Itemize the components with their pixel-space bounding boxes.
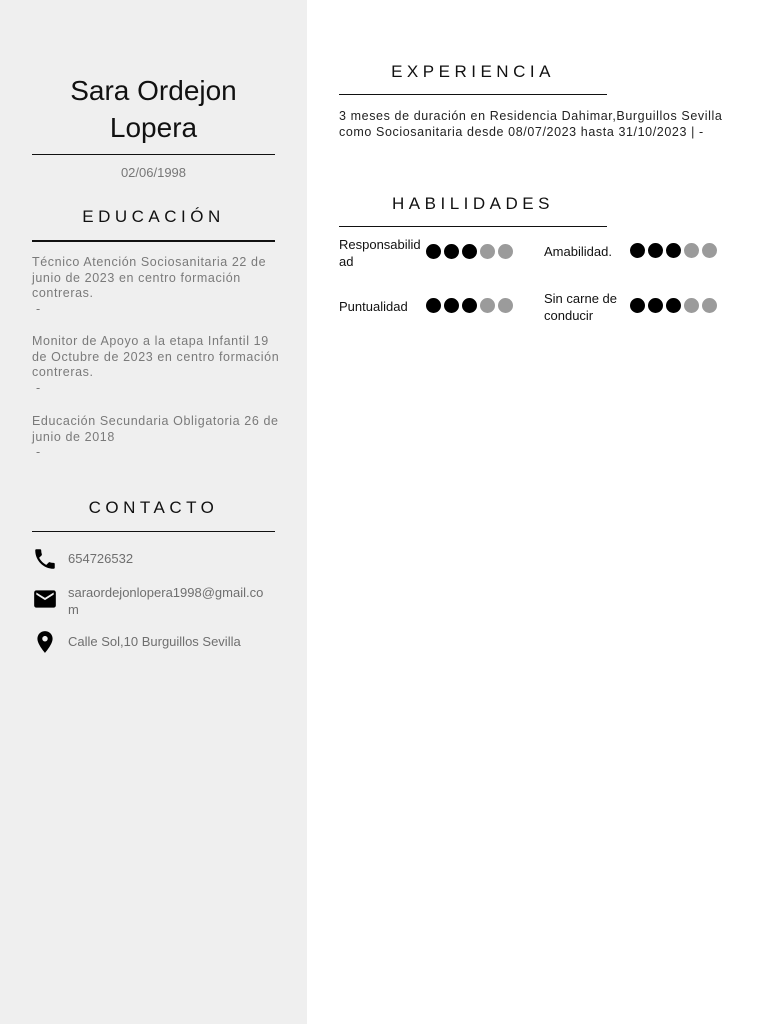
rating-dot-filled	[426, 244, 441, 259]
education-item-text: Monitor de Apoyo a la etapa Infantil 19 de Octubre de 2023 en centro formación contreras.	[32, 334, 280, 379]
rating-dot-filled	[648, 298, 663, 313]
education-title: EDUCACIÓN	[82, 207, 225, 226]
rating-dot-filled	[444, 244, 459, 259]
skill-rating	[426, 298, 516, 313]
skill-item	[544, 236, 724, 266]
skill-rating	[630, 243, 720, 258]
rating-dot-empty	[498, 244, 513, 259]
experience-title: EXPERIENCIA	[391, 62, 555, 81]
skill-label: Responsabilidad	[339, 237, 421, 269]
rating-dot-filled	[462, 298, 477, 313]
rating-dot-filled	[462, 244, 477, 259]
education-item-dash: -	[36, 380, 41, 395]
rating-dot-empty	[480, 298, 495, 313]
contact-title: CONTACTO	[88, 498, 219, 517]
skill-rating	[426, 244, 516, 259]
candidate-name: Sara Ordejon Lopera	[70, 75, 237, 143]
education-item-dash: -	[36, 301, 41, 316]
rating-dot-empty	[702, 243, 717, 258]
skill-rating	[630, 298, 720, 313]
email-address[interactable]: saraordejonlopera1998@gmail.com	[68, 585, 264, 617]
rating-dot-filled	[426, 298, 441, 313]
contact-divider	[32, 531, 275, 532]
education-item	[32, 334, 282, 396]
education-divider	[32, 240, 275, 242]
rating-dot-filled	[666, 298, 681, 313]
rating-dot-filled	[630, 243, 645, 258]
mail-icon	[32, 586, 58, 612]
contact-email-row	[32, 580, 282, 618]
education-item-text: Educación Secundaria Obligatoria 26 de junio de 2018	[32, 414, 279, 444]
rating-dot-empty	[480, 244, 495, 259]
birth-date: 02/06/1998	[120, 165, 187, 180]
skill-label: Puntualidad	[339, 298, 408, 314]
education-item	[32, 255, 282, 317]
contact-address-row	[32, 629, 282, 655]
skill-label: Sin carne de conducir	[544, 291, 617, 323]
phone-icon	[32, 546, 58, 572]
experience-divider	[339, 94, 607, 95]
address: Calle Sol,10 Burguillos Sevilla	[68, 634, 241, 649]
skills-title: HABILIDADES	[392, 194, 554, 213]
rating-dot-filled	[630, 298, 645, 313]
skill-item	[339, 236, 519, 270]
skill-item	[339, 296, 519, 316]
skill-label: Amabilidad.	[544, 243, 612, 259]
rating-dot-filled	[444, 298, 459, 313]
education-item	[32, 414, 282, 461]
skills-divider	[339, 226, 607, 227]
phone-number[interactable]: 654726532	[68, 551, 134, 566]
rating-dot-empty	[702, 298, 717, 313]
name-divider	[32, 154, 275, 155]
rating-dot-filled	[648, 243, 663, 258]
education-item-dash: -	[36, 445, 41, 459]
contact-phone-row	[32, 546, 282, 572]
rating-dot-filled	[666, 243, 681, 258]
skill-item	[544, 290, 724, 324]
rating-dot-empty	[684, 243, 699, 258]
location-pin-icon	[32, 629, 58, 655]
rating-dot-empty	[684, 298, 699, 313]
rating-dot-empty	[498, 298, 513, 313]
education-item-text: Técnico Atención Sociosanitaria 22 de junio de 2023 en centro formación contreras.	[32, 255, 267, 300]
experience-entry: 3 meses de duración en Residencia Dahimar,Burguillos Sevilla como Sociosanitaria desde 08/07/2023 hasta 31/10/2023 | -	[339, 109, 723, 139]
